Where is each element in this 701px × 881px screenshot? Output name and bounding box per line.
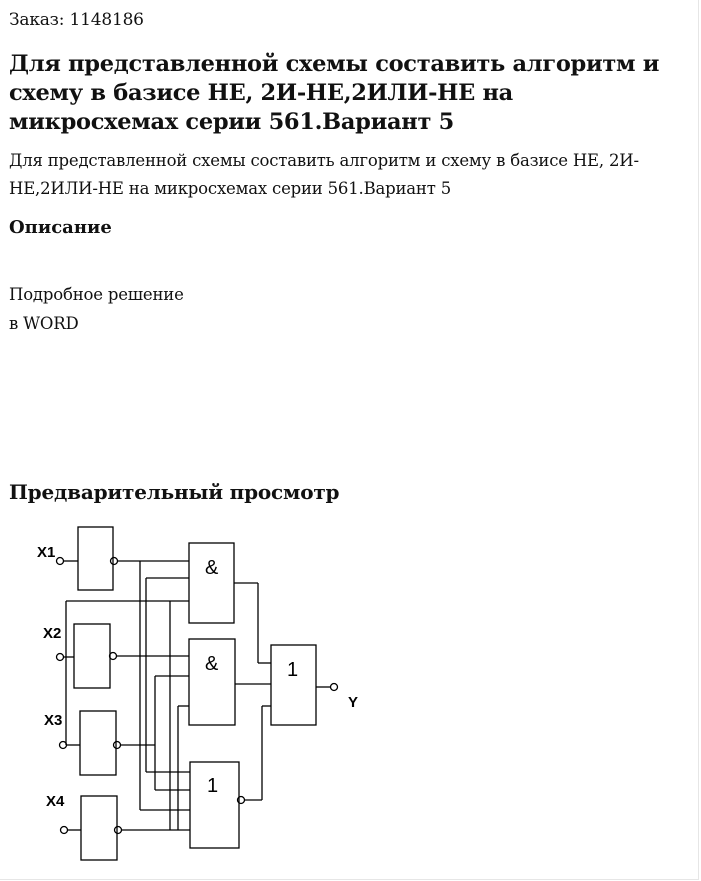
product-subtitle: Для представленной схемы составить алгоритм и схему в базисе НЕ, 2И-НЕ,2ИЛИ-НЕ на микросхемах серии 561.Вариант 5 [9, 151, 639, 198]
input-x2-label: X2 [43, 625, 62, 642]
input-x2-terminal [57, 654, 64, 661]
description-line-2: в WORD [9, 314, 79, 333]
logic-circuit-schematic [0, 510, 400, 870]
and-gate-1 [189, 543, 234, 623]
input-x4-label: X4 [46, 793, 65, 810]
or-gate-output [271, 645, 316, 725]
input-x1-label: X1 [37, 544, 56, 561]
or-gate-3-symbol: 1 [207, 775, 219, 797]
and-gate-1-symbol: & [205, 557, 219, 579]
and-gate-2-symbol: & [205, 653, 219, 675]
inverter-1 [78, 527, 113, 590]
description-heading: Описание [9, 217, 112, 238]
inverter-3 [80, 711, 116, 775]
description-text [9, 280, 184, 338]
inverter-4 [81, 796, 117, 860]
order-number: Заказ: 1148186 [9, 10, 144, 30]
and-gate-2 [189, 639, 235, 725]
output-y-label: Y [348, 694, 359, 711]
preview-heading: Предварительный просмотр [9, 480, 340, 504]
input-x4-terminal [61, 827, 68, 834]
output-y-terminal [331, 684, 338, 691]
input-x3-label: X3 [44, 712, 63, 729]
inverter-2 [74, 624, 110, 688]
product-title: Для представленной схемы составить алгоритм и схему в базисе НЕ, 2И-НЕ,2ИЛИ-НЕ на микросхемах серии 561.Вариант 5 [9, 51, 660, 135]
description-line-1: Подробное решение [9, 285, 184, 304]
input-x1-terminal [57, 558, 64, 565]
or-gate-output-symbol: 1 [287, 659, 299, 681]
